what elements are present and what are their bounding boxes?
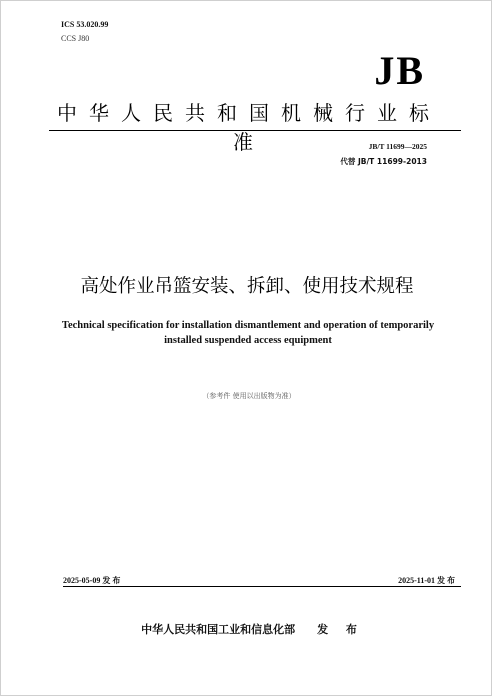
ccs-code: CCS J80 [61, 34, 90, 43]
issue-date: 2025-05-09 发 布 [63, 576, 121, 585]
status-note: （参考件 使用以出版物为准） [202, 392, 296, 400]
publisher-name: 中华人民共和国工业和信息化部 [141, 623, 296, 636]
ics-code: ICS 53.020.99 [61, 20, 109, 29]
standard-type-heading: 中华人民共和国机械行业标准 [57, 101, 441, 154]
top-divider [49, 130, 461, 131]
bottom-divider [63, 586, 461, 587]
publisher-line [49, 621, 449, 637]
replaces-standard: 代替 JB/T 11699-2013 [340, 157, 427, 166]
publish-word: 发 布 [317, 623, 357, 636]
title-english: Technical specification for installation dismantlement and operation of temporarily installed suspended access equipment [61, 320, 435, 346]
jb-logo: JB [374, 48, 425, 93]
implementation-date: 2025-11-01 发 布 [398, 576, 455, 585]
title-chinese: 高处作业吊篮安装、拆卸、使用技术规程 [80, 276, 414, 297]
standard-number: JB/T 11699—2025 [368, 142, 427, 151]
